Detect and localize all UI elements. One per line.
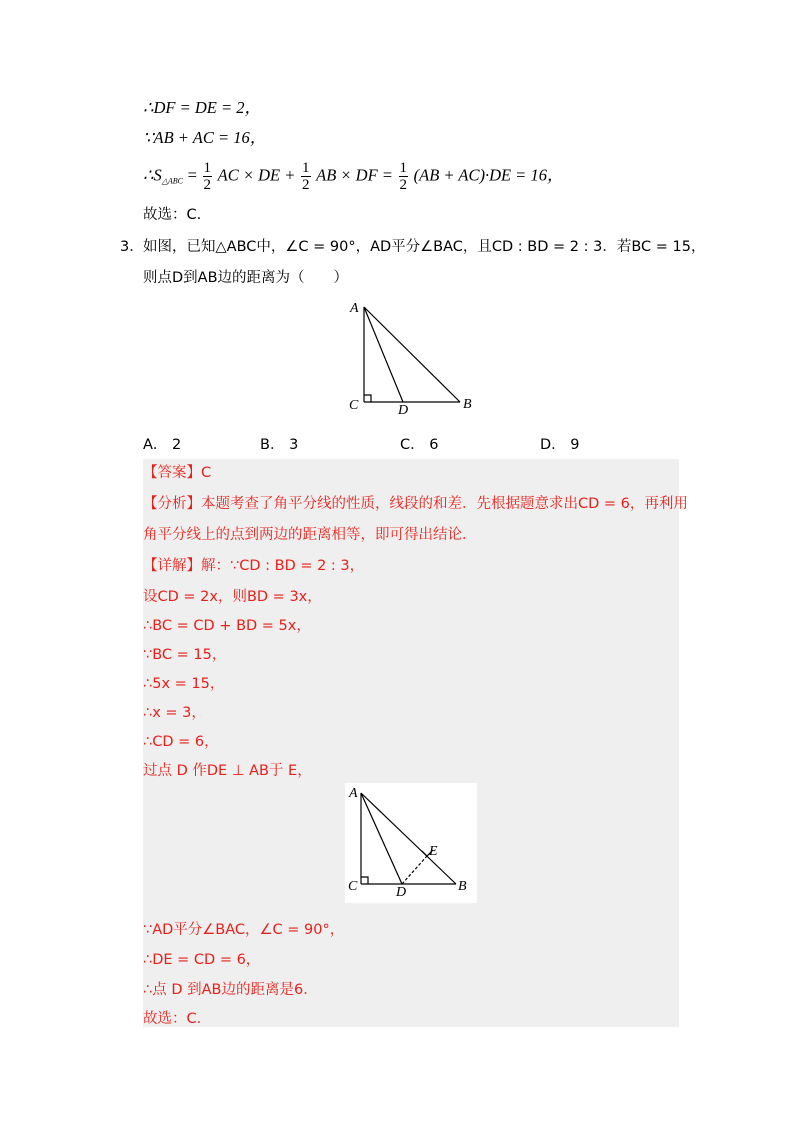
analysis-line-1: 【分析】本题考查了角平分线的性质，线段的和差．先根据题意求出CD = 6，再利用 bbox=[143, 496, 688, 512]
label-e-2: E bbox=[429, 844, 438, 859]
prev-line-1: ∴DF = DE = 2， bbox=[143, 98, 262, 117]
detail-step-6: ∴CD = 6， bbox=[143, 734, 219, 750]
label-c-2: C bbox=[348, 879, 358, 894]
fraction-half: $\frac{1}{2}$ bbox=[399, 160, 408, 193]
label-a-2: A bbox=[349, 786, 358, 801]
after-step-1: ∴DE = CD = 6， bbox=[143, 952, 261, 968]
fraction-half: $\frac{1}{2}$ bbox=[203, 160, 212, 193]
detail-step-4: ∴5x = 15， bbox=[143, 676, 225, 692]
detail-step-1: 设CD = 2x，则BD = 3x， bbox=[143, 589, 322, 605]
after-step-2: ∴点 D 到AB边的距离是6． bbox=[143, 982, 318, 998]
detail-step-0: 【详解】解：∵CD : BD = 2 : 3， bbox=[143, 558, 365, 574]
label-d: D bbox=[398, 403, 409, 418]
answer-line: 【答案】C bbox=[143, 465, 212, 481]
choice-d[interactable]: D． 9 bbox=[540, 437, 580, 453]
after-step-3: 故选：C. bbox=[143, 1011, 202, 1027]
detail-step-5: ∴x = 3， bbox=[143, 705, 206, 721]
prev-line-4: 故选：C. bbox=[143, 207, 202, 223]
choice-c[interactable]: C． 6 bbox=[400, 437, 439, 453]
prev-line-2: ∵AB + AC = 16， bbox=[143, 128, 267, 147]
triangle-figure-1 bbox=[340, 295, 490, 420]
label-a: A bbox=[350, 301, 359, 316]
label-b: B bbox=[463, 397, 472, 412]
choice-a[interactable]: A． 2 bbox=[143, 437, 182, 453]
label-c: C bbox=[349, 398, 359, 413]
after-step-0: ∵AD平分∠BAC，∠C = 90°， bbox=[143, 922, 345, 938]
label-d-2: D bbox=[396, 885, 407, 900]
label-b-2: B bbox=[458, 879, 467, 894]
detail-step-2: ∴BC = CD + BD = 5x， bbox=[143, 618, 311, 634]
detail-step-3: ∵BC = 15， bbox=[143, 647, 227, 663]
detail-step-7: 过点 D 作DE ⊥ AB于 E， bbox=[143, 763, 312, 779]
triangle-figure-2 bbox=[345, 783, 477, 903]
question-line-2: 则点D到AB边的距离为（ ） bbox=[143, 270, 349, 286]
fraction-half: $\frac{1}{2}$ bbox=[302, 160, 310, 193]
question-line-1: 如图，已知△ABC中，∠C = 90°，AD平分∠BAC，且CD : BD = 2 : 3．若BC = 15， bbox=[143, 239, 706, 255]
question-number: 3． bbox=[120, 239, 144, 255]
choice-b[interactable]: B． 3 bbox=[260, 437, 299, 453]
analysis-line-2: 角平分线上的点到两边的距离相等，即可得出结论． bbox=[143, 527, 477, 543]
prev-line-3: $\therefore S_{\triangle ABC}$ = $\frac{1}{2}$ AC × DE + $\frac{1}{2}$ AB × DF = $\frac{1}{2}$ (AB + AC)·DE = 16， bbox=[143, 160, 564, 193]
